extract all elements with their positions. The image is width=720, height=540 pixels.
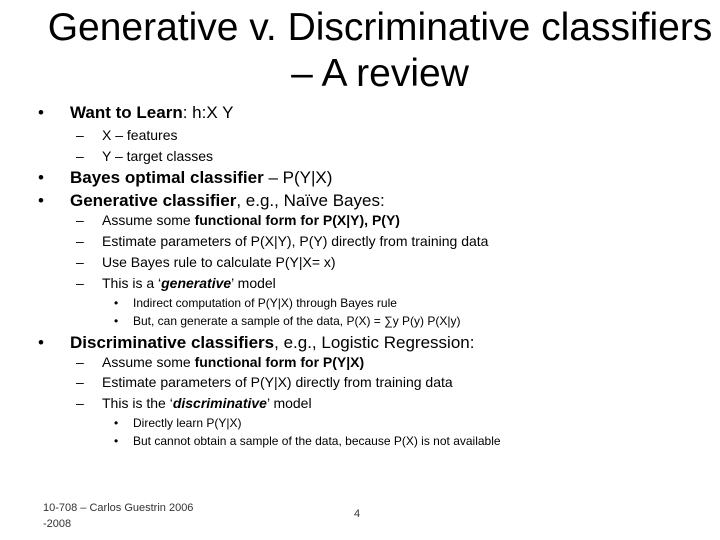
footer-course-line-1: 10-708 – Carlos Guestrin 2006 xyxy=(43,502,194,514)
generative-assume-text: Assume some xyxy=(102,212,195,228)
bullet-marker: • xyxy=(38,191,44,210)
discriminative-assume-emphasis: functional form for P(Y|X) xyxy=(194,354,365,370)
bullet-marker: • xyxy=(114,296,119,310)
generative-estimate-text: Estimate parameters of P(X|Y), P(Y) directly from training data xyxy=(102,233,489,249)
bullet-marker: • xyxy=(38,168,44,187)
discriminative-sub-text-1: Directly learn P(Y|X) xyxy=(133,416,242,430)
dash-marker: – xyxy=(76,148,84,164)
generative-sub-item-2 xyxy=(114,314,461,328)
generative-item xyxy=(38,191,385,211)
dash-marker: – xyxy=(76,127,84,143)
generative-model-item xyxy=(76,275,276,291)
discriminative-item xyxy=(38,333,474,353)
dash-marker: – xyxy=(76,275,84,291)
discriminative-sub-text-2: But cannot obtain a sample of the data, because P(X) is not available xyxy=(133,434,501,448)
bayes-optimal-label: Bayes optimal classifier xyxy=(70,168,264,187)
discriminative-assume-item xyxy=(76,354,364,370)
discriminative-estimate-text: Estimate parameters of P(Y|X) directly from training data xyxy=(102,374,453,390)
want-to-learn-label: Want to Learn xyxy=(70,103,183,122)
generative-model-emphasis: generative xyxy=(161,275,232,291)
dash-marker: – xyxy=(76,374,84,390)
features-text: X – features xyxy=(102,127,178,143)
generative-sub-text-2: But, can generate a sample of the data, P(X) = ∑y P(y) P(X|y) xyxy=(133,314,461,328)
generative-model-text-c: ’ model xyxy=(231,275,276,291)
discriminative-estimate-item xyxy=(76,374,453,390)
bullet-marker: • xyxy=(114,314,119,328)
generative-text: , e.g., Naïve Bayes: xyxy=(236,191,385,210)
dash-marker: – xyxy=(76,395,84,411)
page-number: 4 xyxy=(354,508,361,520)
discriminative-sub-item-2 xyxy=(114,434,501,448)
generative-label: Generative classifier xyxy=(70,191,237,210)
want-to-learn-item xyxy=(38,103,233,123)
generative-assume-item xyxy=(76,212,400,228)
target-classes-text: Y – target classes xyxy=(102,148,214,164)
discriminative-assume-text: Assume some xyxy=(102,354,195,370)
bullet-marker: • xyxy=(38,333,44,352)
discriminative-label: Discriminative classifiers xyxy=(70,333,275,352)
target-classes-item xyxy=(76,148,213,164)
bullet-marker: • xyxy=(38,103,44,122)
generative-model-text-a: This is a ‘ xyxy=(102,275,162,291)
bullet-marker: • xyxy=(114,434,119,448)
discriminative-sub-item-1 xyxy=(114,416,241,430)
discriminative-text: , e.g., Logistic Regression: xyxy=(274,333,475,352)
bullet-marker: • xyxy=(114,416,119,430)
generative-use-item xyxy=(76,254,336,270)
generative-estimate-item xyxy=(76,233,488,249)
generative-sub-text-1: Indirect computation of P(Y|X) through Bayes rule xyxy=(133,296,397,310)
dash-marker: – xyxy=(76,212,84,228)
generative-sub-item-1 xyxy=(114,296,397,310)
footer-course-line-2: -2008 xyxy=(43,518,72,530)
generative-use-text: Use Bayes rule to calculate P(Y|X= x) xyxy=(102,254,336,270)
dash-marker: – xyxy=(76,354,84,370)
footer-course-info xyxy=(43,500,193,532)
dash-marker: – xyxy=(76,233,84,249)
generative-assume-emphasis: functional form for P(X|Y), P(Y) xyxy=(194,212,400,228)
discriminative-model-text-c: ’ model xyxy=(266,395,312,411)
want-to-learn-text: : h:X Y xyxy=(182,103,234,122)
slide-title xyxy=(40,5,720,97)
discriminative-model-text-a: This is the ‘ xyxy=(102,395,173,411)
bayes-optimal-item xyxy=(38,168,332,188)
features-item xyxy=(76,127,178,143)
discriminative-model-emphasis: discriminative xyxy=(172,395,267,411)
slide-title-line-1: Generative v. Discriminative classifiers xyxy=(47,6,713,49)
bayes-optimal-text: – P(Y|X) xyxy=(263,168,333,187)
slide-title-line-2: – A review xyxy=(291,52,469,95)
dash-marker: – xyxy=(76,254,84,270)
discriminative-model-item xyxy=(76,395,312,411)
